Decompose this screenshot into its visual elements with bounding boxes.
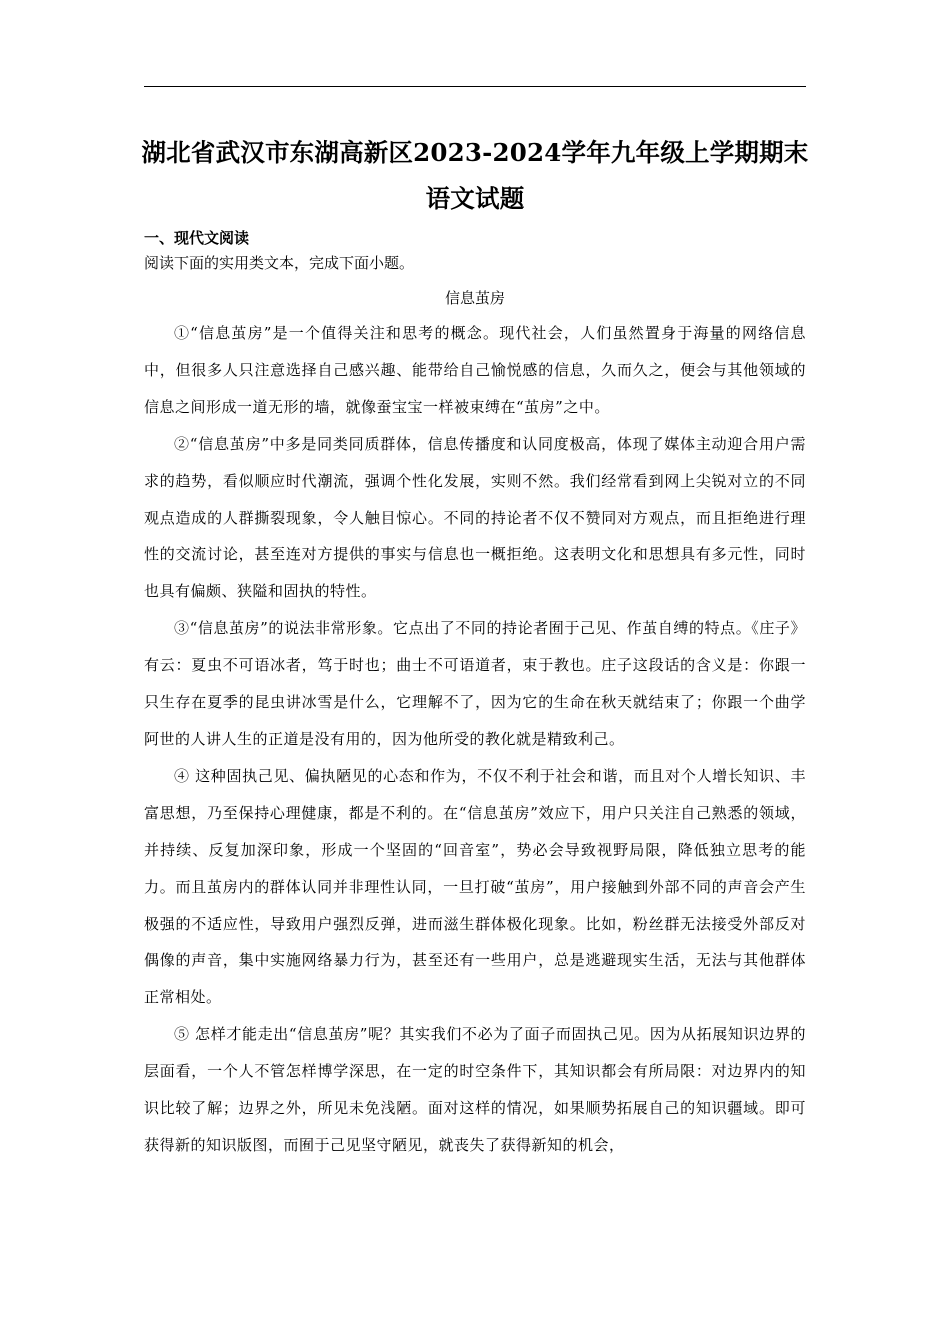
paragraph-3: ③“信息茧房”的说法非常形象。它点出了不同的持论者囿于己见、作茧自缚的特点。《庄子》有云：夏虫不可语冰者，笃于时也；曲士不可语道者，束于教也。庄子这段话的含义是：你跟一只生存在夏季的昆虫讲冰雪是什么，它理解不了，因为它的生命在秋天就结束了；你跟一个曲学阿世的人讲人生的正道是没有用的，因为他所受的教化就是精致利己。 [144,619,806,748]
article-body [144,315,806,1164]
header-rule [144,86,806,87]
paragraph-4: ④ 这种固执己见、偏执陋见的心态和作为，不仅不利于社会和谐，而且对个人增长知识、丰富思想，乃至保持心理健康，都是不利的。在“信息茧房”效应下，用户只关注自己熟悉的领域，并持续、反复加深印象，形成一个坚固的“回音室”，势必会导致视野局限，降低独立思考的能力。而且茧房内的群体认同并非理性认同，一旦打破“茧房”，用户接触到外部不同的声音会产生极强的不适应性，导致用户强烈反弹，进而滋生群体极化现象。比如，粉丝群无法接受外部反对偶像的声音，集中实施网络暴力行为，甚至还有一些用户，总是逃避现实生活，无法与其他群体正常相处。 [144,766,806,1007]
document-title: 湖北省武汉市东湖高新区2023-2024学年九年级上学期期末语文试题 [141,138,809,213]
paragraph-2: ②“信息茧房”中多是同类同质群体，信息传播度和认同度极高，体现了媒体主动迎合用户需求的趋势，看似顺应时代潮流，强调个性化发展，实则不然。我们经常看到网上尖锐对立的不同观点造成的人群撕裂现象，令人触目惊心。不同的持论者不仅不赞同对方观点，而且拒绝进行理性的交流讨论，甚至连对方提供的事实与信息也一概拒绝。这表明文化和思想具有多元性，同时也具有偏颇、狭隘和固执的特性。 [144,434,806,601]
article-title: 信息茧房 [444,289,505,307]
paragraph-5: ⑤ 怎样才能走出“信息茧房”呢？其实我们不必为了面子而固执己见。因为从拓展知识边界的层面看，一个人不管怎样博学深思，在一定的时空条件下，其知识都会有所局限：对边界内的知识比较了解；边界之外，所见未免浅陋。面对这样的情况，如果顺势拓展自己的知识疆域。即可获得新的知识版图，而囿于己见坚守陋见，就丧失了获得新知的机会， [144,1025,806,1154]
paragraph-1: ①“信息茧房”是一个值得关注和思考的概念。现代社会，人们虽然置身于海量的网络信息中，但很多人只注意选择自己感兴趣、能带给自己愉悦感的信息，久而久之，便会与其他领域的信息之间形成一道无形的墙，就像蚕宝宝一样被束缚在“茧房”之中。 [144,324,806,416]
reading-instruction: 阅读下面的实用类文本，完成下面小题。 [144,254,415,272]
section-heading: 一、现代文阅读 [144,229,250,247]
